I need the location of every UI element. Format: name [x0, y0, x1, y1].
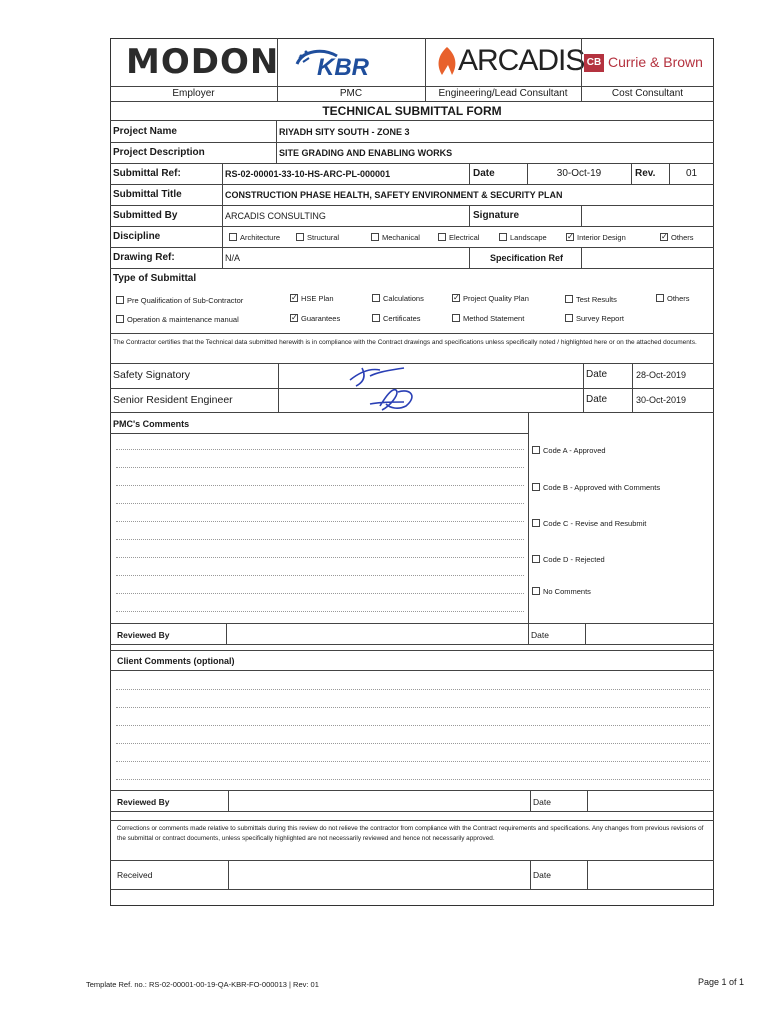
- client-comments-label: Client Comments (optional): [117, 656, 235, 666]
- comment-line: [116, 689, 710, 690]
- comment-line: [116, 503, 524, 504]
- senior-engineer-date-value: 30-Oct-2019: [636, 395, 687, 405]
- type-pre-qualification-of-sub-contractor-checkbox[interactable]: [116, 296, 124, 304]
- comment-line: [116, 575, 524, 576]
- comment-line: [116, 611, 524, 612]
- safety-date-value: 28-Oct-2019: [636, 370, 687, 380]
- received-date-label: Date: [533, 870, 551, 880]
- discipline-architecture-checkbox[interactable]: [229, 233, 237, 241]
- code-4-checkbox[interactable]: [532, 555, 540, 563]
- type-project-quality-plan-checkbox[interactable]: ✓: [453, 293, 460, 302]
- pmc-date-label: Date: [531, 630, 549, 640]
- date-value: 30-Oct-19: [556, 168, 602, 179]
- code-2-checkbox[interactable]: [532, 483, 540, 491]
- client-date-label: Date: [533, 797, 551, 807]
- comment-line: [116, 779, 710, 780]
- discipline-structural-checkbox[interactable]: [296, 233, 304, 241]
- safety-signatory-label: Safety Signatory: [113, 369, 191, 381]
- type-project-quality-plan-label: Project Quality Plan: [463, 293, 529, 303]
- comment-line: [116, 485, 524, 486]
- signature-label: Signature: [473, 210, 520, 221]
- senior-engineer-label: Senior Resident Engineer: [113, 394, 233, 406]
- code-1-checkbox[interactable]: [532, 446, 540, 454]
- logo-row: [110, 38, 714, 88]
- drawing-ref-value: N/A: [225, 253, 241, 263]
- discipline-interior-design-checkbox[interactable]: ✓: [567, 232, 574, 241]
- discipline-mechanical-checkbox[interactable]: [371, 233, 379, 241]
- code-1-label: Code A - Approved: [543, 445, 606, 455]
- code-4-label: Code D - Rejected: [543, 554, 605, 564]
- received-label: Received: [117, 870, 153, 880]
- comment-line: [116, 449, 524, 450]
- currie-brown-logo: [584, 52, 710, 76]
- comment-line: [116, 557, 524, 558]
- date-label: Date: [473, 168, 495, 179]
- submittal-type-label: Type of Submittal: [113, 273, 197, 284]
- page-number: Page 1 of 1: [698, 977, 745, 987]
- cb-mark-icon: CB: [584, 54, 604, 72]
- comment-line: [116, 725, 710, 726]
- project-description-label: Project Description: [113, 147, 205, 158]
- type-others-label: Others: [667, 293, 690, 303]
- submittal-title-value: CONSTRUCTION PHASE HEALTH, SAFETY ENVIRONMENT & SECURITY PLAN: [225, 190, 563, 200]
- type-operation-maintenance-manual-checkbox[interactable]: [116, 315, 124, 323]
- disclaimer-text: Corrections or comments made relative to submittals during this review do not relieve the contractor from compliance with the Contract requirements and specifications. Any changes from previous revisions of the submittal or contract documents, unless specifically highlighted are not necessarily reviewed and hence not necessarily approved.: [117, 825, 704, 842]
- rev-value: 01: [685, 168, 698, 179]
- discipline-electrical-checkbox[interactable]: [438, 233, 446, 241]
- type-test-results-label: Test Results: [576, 294, 617, 304]
- modon-logo: MODON: [126, 42, 280, 82]
- rev-label: Rev.: [635, 168, 656, 179]
- safety-date-label: Date: [586, 369, 608, 380]
- code-2-label: Code B - Approved with Comments: [543, 482, 661, 492]
- spec-ref-label: Specification Ref: [490, 253, 564, 263]
- type-hse-plan-label: HSE Plan: [301, 293, 334, 303]
- type-guarantees-checkbox[interactable]: ✓: [291, 313, 298, 322]
- pmc-reviewed-by-label: Reviewed By: [117, 630, 170, 640]
- kbr-wordmark: KBR: [317, 54, 369, 81]
- discipline-landscape-checkbox[interactable]: [499, 233, 507, 241]
- code-3-checkbox[interactable]: [532, 519, 540, 527]
- type-hse-plan-checkbox[interactable]: ✓: [291, 293, 298, 302]
- project-name-label: Project Name: [113, 126, 177, 137]
- form-title: TECHNICAL SUBMITTAL FORM: [322, 104, 502, 118]
- type-guarantees-label: Guarantees: [301, 313, 341, 323]
- arcadis-wordmark: ARCADIS: [458, 44, 585, 77]
- template-reference: Template Ref. no.: RS-02-00001-00-19-QA-KBR-FO-000013 | Rev: 01: [86, 980, 319, 989]
- comment-line: [116, 467, 524, 468]
- discipline-structural-label: Structural: [307, 232, 340, 242]
- role-pmc: PMC: [339, 88, 363, 99]
- comment-line: [116, 593, 524, 594]
- project-description-value: SITE GRADING AND ENABLING WORKS: [279, 148, 453, 158]
- discipline-mechanical-label: Mechanical: [382, 232, 420, 242]
- client-reviewed-by-label: Reviewed By: [117, 797, 170, 807]
- code-3-label: Code C - Revise and Resubmit: [543, 518, 647, 528]
- type-calculations-label: Calculations: [383, 293, 424, 303]
- submittal-title-label: Submittal Title: [113, 189, 182, 200]
- role-employer: Employer: [172, 88, 215, 99]
- type-method-statement-checkbox[interactable]: [452, 314, 460, 322]
- submittal-ref-label: Submittal Ref:: [113, 168, 181, 179]
- type-survey-report-label: Survey Report: [576, 313, 624, 323]
- code-5-checkbox[interactable]: [532, 587, 540, 595]
- submitted-by-value: ARCADIS CONSULTING: [225, 211, 326, 221]
- discipline-architecture-label: Architecture: [240, 232, 281, 242]
- drawing-ref-label: Drawing Ref:: [113, 252, 175, 263]
- handwritten-signature-image: [340, 362, 420, 414]
- type-certificates-checkbox[interactable]: [372, 314, 380, 322]
- type-pre-qualification-of-sub-contractor-label: Pre Qualification of Sub-Contractor: [127, 295, 244, 305]
- comment-line: [116, 521, 524, 522]
- discipline-others-label: Others: [671, 232, 694, 242]
- certification-text: The Contractor certifies that the Technical data submitted herewith is in compliance with the Contract drawings and specifications unless specifically noted / highlighted here or on the attached documents.: [113, 339, 697, 346]
- arcadis-flame-icon: [436, 47, 458, 77]
- comment-line: [116, 743, 710, 744]
- project-name-value: RIYADH SITY SOUTH - ZONE 3: [279, 127, 410, 137]
- type-survey-report-checkbox[interactable]: [565, 314, 573, 322]
- type-operation-maintenance-manual-label: Operation & maintenance manual: [127, 314, 239, 324]
- type-method-statement-label: Method Statement: [463, 313, 525, 323]
- type-others-checkbox[interactable]: [656, 294, 664, 302]
- type-certificates-label: Certificates: [383, 313, 421, 323]
- discipline-label: Discipline: [113, 231, 161, 242]
- type-test-results-checkbox[interactable]: [565, 295, 573, 303]
- discipline-interior-design-label: Interior Design: [577, 232, 626, 242]
- type-calculations-checkbox[interactable]: [372, 294, 380, 302]
- kbr-logo: [293, 46, 401, 82]
- role-cost-consultant: Cost Consultant: [611, 88, 684, 99]
- submittal-ref-value: RS-02-00001-33-10-HS-ARC-PL-000001: [225, 169, 391, 179]
- role-consultant: Engineering/Lead Consultant: [438, 88, 568, 99]
- discipline-others-checkbox[interactable]: ✓: [661, 232, 668, 241]
- comment-line: [116, 539, 524, 540]
- pmc-comments-label: PMC's Comments: [113, 419, 190, 429]
- discipline-electrical-label: Electrical: [449, 232, 480, 242]
- code-5-label: No Comments: [543, 586, 591, 596]
- comment-line: [116, 707, 710, 708]
- senior-engineer-date-label: Date: [586, 394, 608, 405]
- discipline-landscape-label: Landscape: [510, 232, 547, 242]
- submitted-by-label: Submitted By: [113, 210, 178, 221]
- comment-line: [116, 761, 710, 762]
- currie-brown-wordmark: Currie & Brown: [608, 54, 703, 70]
